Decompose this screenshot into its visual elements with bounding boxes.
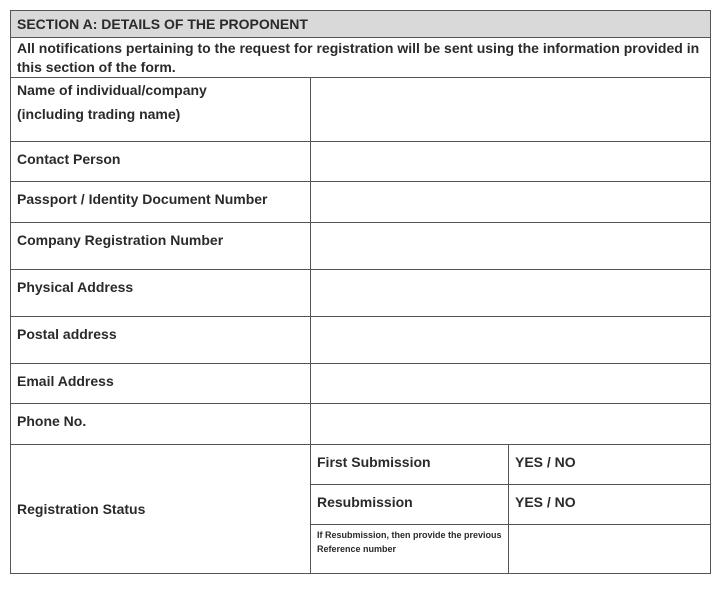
contact-person-label: Contact Person [11,142,311,182]
section-header-row [11,11,711,38]
physical-address-input[interactable] [311,270,711,317]
name-input[interactable] [311,78,711,142]
passport-label: Passport / Identity Document Number [11,182,311,223]
phone-row [11,404,711,445]
company-reg-input[interactable] [311,223,711,270]
company-reg-label: Company Registration Number [11,223,311,270]
name-row [11,78,711,142]
passport-input[interactable] [311,182,711,223]
reference-number-input[interactable] [509,525,711,574]
name-label-line2: (including trading name) [17,106,181,122]
section-intro: All notifications pertaining to the request for registration will be sent using the information provided in this section of the form. [11,38,711,78]
email-row [11,364,711,404]
first-submission-label: First Submission [311,445,509,485]
name-label [11,78,311,142]
postal-address-label: Postal address [11,317,311,364]
first-submission-row [11,445,711,485]
postal-address-input[interactable] [311,317,711,364]
first-submission-yes-no[interactable]: YES / NO [509,445,711,485]
proponent-details-table [10,10,711,574]
physical-address-row [11,270,711,317]
contact-person-row [11,142,711,182]
email-label: Email Address [11,364,311,404]
contact-person-input[interactable] [311,142,711,182]
proponent-details-form [10,10,710,574]
company-reg-row [11,223,711,270]
name-label-line1: Name of individual/company [17,82,207,98]
resubmission-yes-no[interactable]: YES / NO [509,485,711,525]
resubmission-label: Resubmission [311,485,509,525]
physical-address-label: Physical Address [11,270,311,317]
phone-label: Phone No. [11,404,311,445]
email-input[interactable] [311,364,711,404]
phone-input[interactable] [311,404,711,445]
postal-address-row [11,317,711,364]
passport-row [11,182,711,223]
section-intro-row [11,38,711,78]
section-title: SECTION A: DETAILS OF THE PROPONENT [11,11,711,38]
registration-status-label: Registration Status [11,445,311,574]
reference-note: If Resubmission, then provide the previous Reference number [311,525,509,574]
